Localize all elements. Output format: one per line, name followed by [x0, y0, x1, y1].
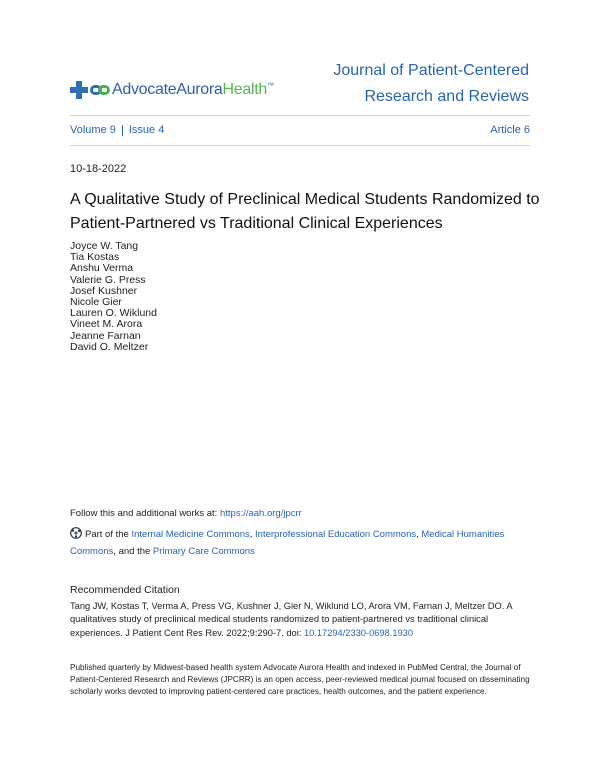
commons-link-interprofessional-education[interactable]: Interprofessional Education Commons: [255, 529, 417, 540]
journal-title-line2: Research and Reviews: [364, 88, 529, 105]
commons-link-medical-humanities[interactable]: Medical Humanities Commons: [70, 529, 505, 557]
doi-link[interactable]: 10.17294/2330-0698.1930: [303, 627, 414, 638]
commons-link-primary-care[interactable]: Primary Care Commons: [152, 546, 255, 557]
volume-issue: [70, 124, 164, 136]
citation-heading: Recommended Citation: [70, 584, 180, 596]
author: Jeanne Farnan: [70, 329, 141, 342]
author: David O. Meltzer: [70, 340, 149, 353]
publisher-statement: Published quarterly by Midwest-based health system Advocate Aurora Health and indexed in PubMed Central, the Journal of Patient-Centered Research and Reviews (JPCRR) is an open access, peer-reviewed medical journal focused on disseminating scholarly works devoted to improving patient-centered care practices, health outcomes, and the patient experience.: [70, 663, 530, 696]
author: Josef Kushner: [70, 284, 138, 297]
part-of-prefix: Part of the: [85, 529, 132, 540]
issue-link[interactable]: Issue 4: [128, 124, 165, 136]
part-of-sep: ,: [416, 529, 422, 540]
part-of-commons: [70, 526, 540, 560]
author-list: [70, 241, 157, 353]
publication-date: 10-18-2022: [70, 163, 127, 175]
follow-link[interactable]: https://aah.org/jpcrr: [219, 508, 302, 519]
article-title: A Qualitative Study of Preclinical Medical Students Randomized to Patient-Partnered vs Traditional Clinical Experiences: [70, 191, 540, 232]
logo-wordmark: AdvocateAuroraHealth™: [112, 81, 274, 98]
volume-issue-separator: [122, 125, 123, 136]
journal-title-link[interactable]: [289, 58, 529, 110]
part-of-sep: , and the: [113, 546, 153, 557]
advocate-aurora-health-logo: [70, 80, 274, 100]
chain-links-icon: [90, 83, 110, 97]
follow-text: Follow this and additional works at:: [70, 508, 220, 519]
author: Nicole Gier: [70, 296, 122, 309]
follow-line: [70, 508, 302, 519]
issue-divider: [70, 145, 530, 146]
author: Vineet M. Arora: [70, 318, 143, 331]
author: Lauren O. Wiklund: [70, 307, 157, 320]
author: Joyce W. Tang: [70, 240, 139, 252]
network-commons-icon: [70, 527, 82, 539]
volume-link[interactable]: Volume 9: [70, 124, 116, 136]
journal-title-line1: Journal of Patient-Centered: [333, 62, 529, 79]
part-of-sep: ,: [249, 529, 256, 540]
plus-cross-icon: [70, 81, 88, 99]
commons-link-internal-medicine[interactable]: Internal Medicine Commons: [131, 529, 250, 540]
article-link[interactable]: Article 6: [490, 124, 530, 136]
author: Anshu Verma: [70, 262, 134, 275]
header-divider: [70, 115, 530, 116]
author: Valerie G. Press: [70, 273, 146, 286]
citation-body: [70, 600, 540, 640]
citation-text: Tang JW, Kostas T, Verma A, Press VG, Kushner J, Gier N, Wiklund LO, Arora VM, Farnan J, Meltzer DO. A qualitatives study of preclinical medical students randomized to patient-partnered vs traditional clinical experiences. J Patient Cent Res Rev. 2022;9:290-7. doi:: [70, 601, 513, 638]
author: Tia Kostas: [70, 251, 120, 264]
